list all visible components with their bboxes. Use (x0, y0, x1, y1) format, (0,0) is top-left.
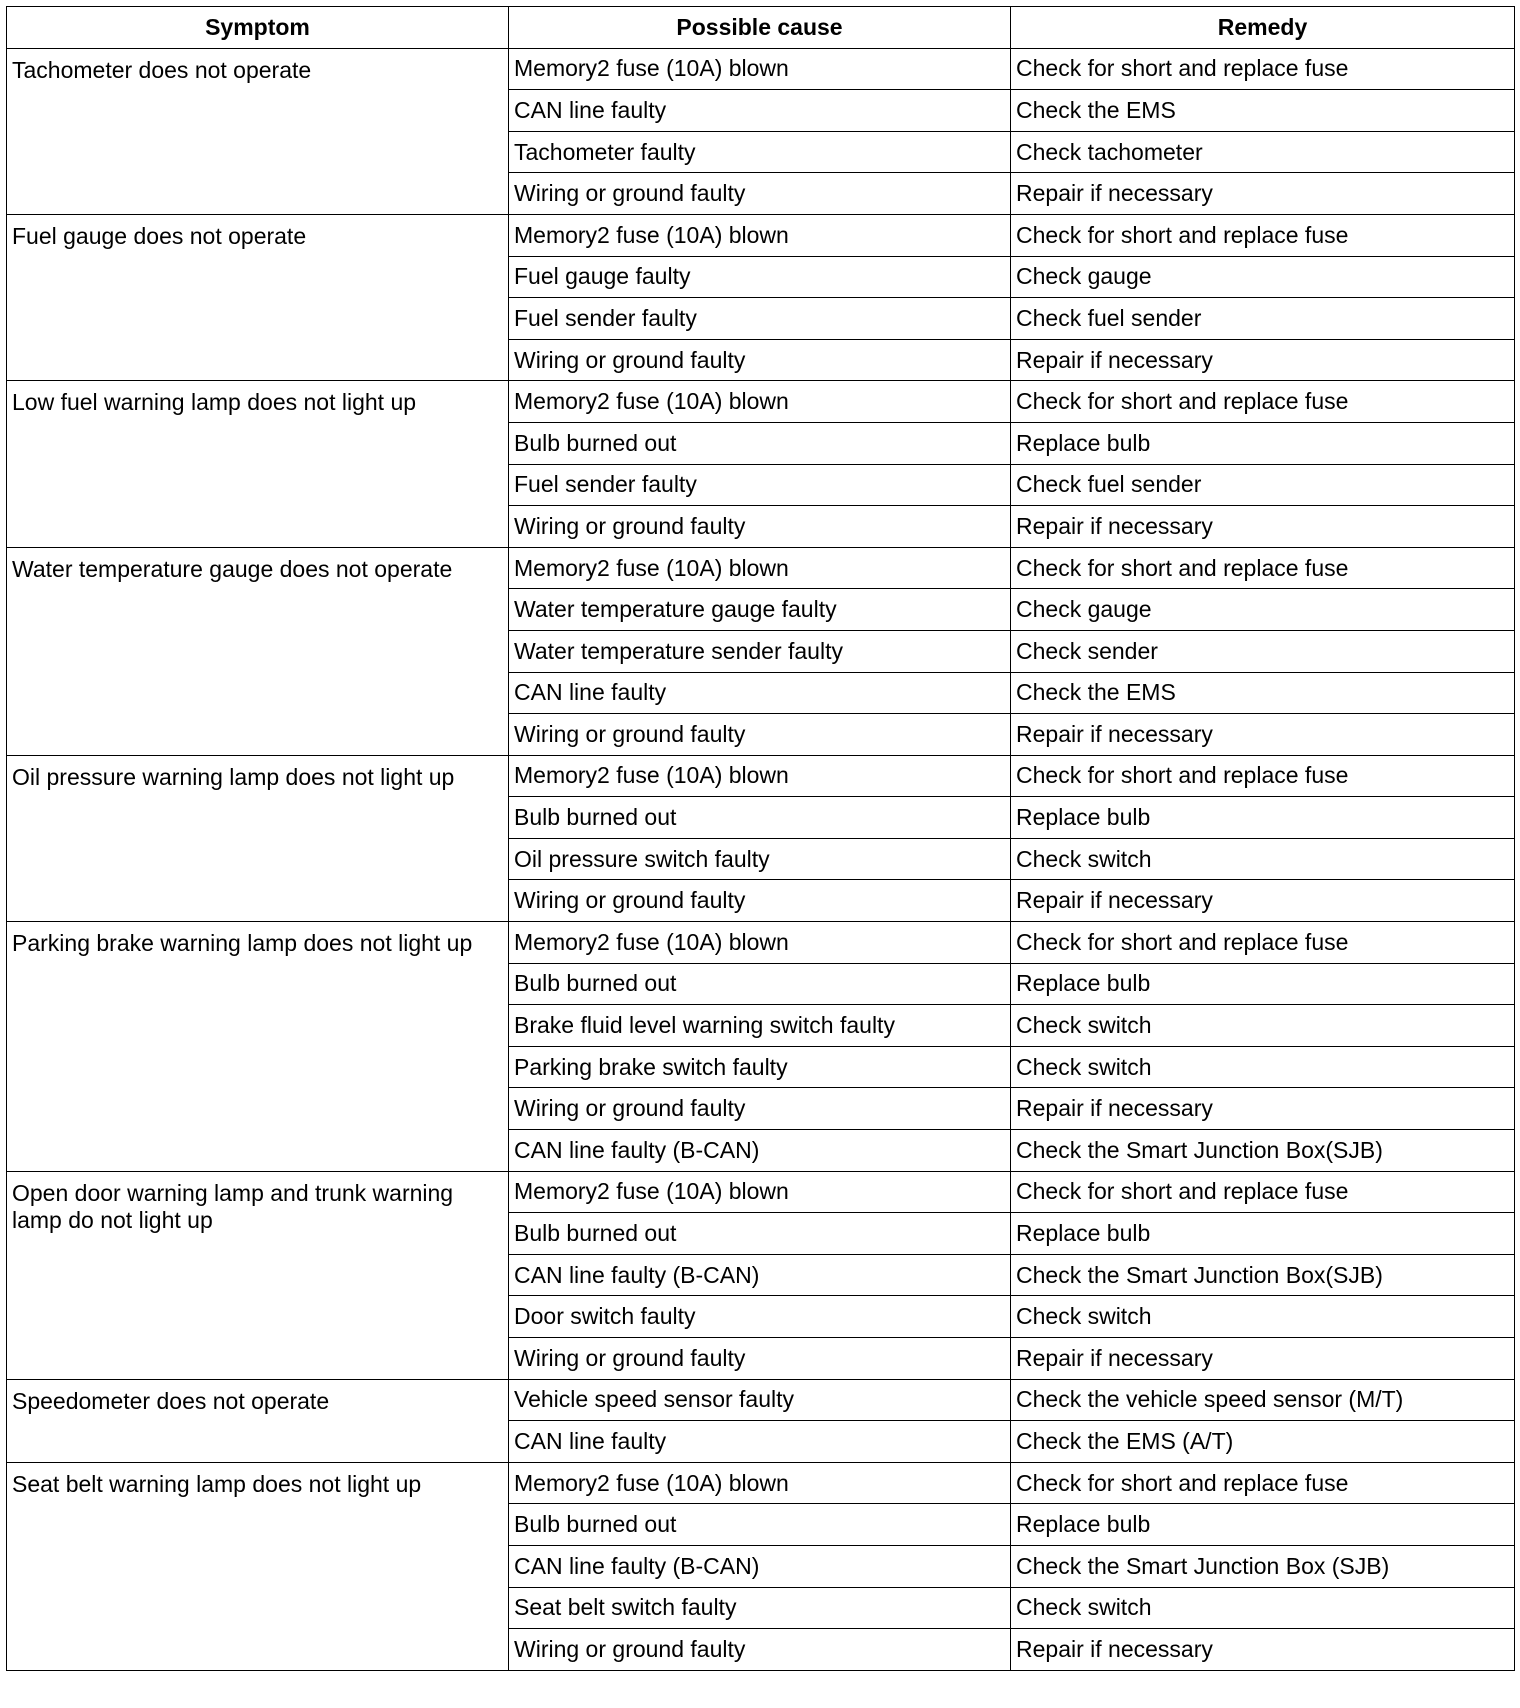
cause-cell: Memory2 fuse (10A) blown (509, 381, 1011, 423)
cause-cell: Tachometer faulty (509, 131, 1011, 173)
cause-cell: Wiring or ground faulty (509, 1338, 1011, 1380)
cause-cell: CAN line faulty (509, 1421, 1011, 1463)
table-row (7, 1171, 1515, 1213)
cause-cell: Memory2 fuse (10A) blown (509, 1171, 1011, 1213)
remedy-cell: Check the vehicle speed sensor (M/T) (1011, 1379, 1515, 1421)
remedy-cell: Replace bulb (1011, 1504, 1515, 1546)
remedy-cell: Check switch (1011, 1296, 1515, 1338)
troubleshooting-sheet (6, 6, 1515, 1671)
remedy-cell: Check gauge (1011, 589, 1515, 631)
remedy-cell: Check gauge (1011, 256, 1515, 298)
cause-cell: CAN line faulty (509, 90, 1011, 132)
table-body (7, 48, 1515, 1670)
troubleshooting-table (6, 6, 1515, 1671)
table-row (7, 48, 1515, 90)
remedy-cell: Replace bulb (1011, 963, 1515, 1005)
remedy-cell: Replace bulb (1011, 422, 1515, 464)
cause-cell: Fuel sender faulty (509, 298, 1011, 340)
remedy-cell: Check the Smart Junction Box(SJB) (1011, 1254, 1515, 1296)
cause-cell: Memory2 fuse (10A) blown (509, 547, 1011, 589)
remedy-cell: Check for short and replace fuse (1011, 381, 1515, 423)
symptom-cell: Oil pressure warning lamp does not light up (7, 755, 509, 921)
cause-cell: Wiring or ground faulty (509, 506, 1011, 548)
header-row (7, 7, 1515, 49)
remedy-cell: Check switch (1011, 1046, 1515, 1088)
table-row (7, 381, 1515, 423)
remedy-cell: Check for short and replace fuse (1011, 214, 1515, 256)
cause-cell: CAN line faulty (B-CAN) (509, 1130, 1011, 1172)
cause-cell: CAN line faulty (509, 672, 1011, 714)
cause-cell: Memory2 fuse (10A) blown (509, 214, 1011, 256)
cause-cell: Oil pressure switch faulty (509, 838, 1011, 880)
symptom-cell: Seat belt warning lamp does not light up (7, 1462, 509, 1670)
remedy-cell: Check switch (1011, 1587, 1515, 1629)
table-row (7, 547, 1515, 589)
table-row (7, 1462, 1515, 1504)
table-row (7, 1379, 1515, 1421)
cause-cell: Wiring or ground faulty (509, 880, 1011, 922)
cause-cell: Bulb burned out (509, 963, 1011, 1005)
remedy-cell: Repair if necessary (1011, 1088, 1515, 1130)
cause-cell: Seat belt switch faulty (509, 1587, 1011, 1629)
cause-cell: Fuel sender faulty (509, 464, 1011, 506)
cause-cell: Bulb burned out (509, 422, 1011, 464)
cause-cell: Door switch faulty (509, 1296, 1011, 1338)
remedy-cell: Check switch (1011, 1005, 1515, 1047)
cause-cell: Water temperature sender faulty (509, 630, 1011, 672)
table-row (7, 922, 1515, 964)
remedy-cell: Check switch (1011, 838, 1515, 880)
cause-cell: CAN line faulty (B-CAN) (509, 1545, 1011, 1587)
cause-cell: Wiring or ground faulty (509, 714, 1011, 756)
remedy-cell: Repair if necessary (1011, 506, 1515, 548)
symptom-cell: Fuel gauge does not operate (7, 214, 509, 380)
cause-cell: Wiring or ground faulty (509, 339, 1011, 381)
symptom-cell: Open door warning lamp and trunk warning lamp do not light up (7, 1171, 509, 1379)
remedy-cell: Repair if necessary (1011, 173, 1515, 215)
cause-cell: Memory2 fuse (10A) blown (509, 1462, 1011, 1504)
remedy-cell: Repair if necessary (1011, 1629, 1515, 1671)
cause-cell: CAN line faulty (B-CAN) (509, 1254, 1011, 1296)
cause-cell: Bulb burned out (509, 1504, 1011, 1546)
cause-cell: Bulb burned out (509, 1213, 1011, 1255)
symptom-cell: Low fuel warning lamp does not light up (7, 381, 509, 547)
cause-cell: Fuel gauge faulty (509, 256, 1011, 298)
cause-cell: Memory2 fuse (10A) blown (509, 922, 1011, 964)
cause-cell: Brake fluid level warning switch faulty (509, 1005, 1011, 1047)
remedy-cell: Check for short and replace fuse (1011, 1462, 1515, 1504)
remedy-cell: Repair if necessary (1011, 1338, 1515, 1380)
remedy-cell: Replace bulb (1011, 1213, 1515, 1255)
remedy-cell: Repair if necessary (1011, 714, 1515, 756)
remedy-cell: Repair if necessary (1011, 880, 1515, 922)
table-row (7, 214, 1515, 256)
remedy-cell: Check fuel sender (1011, 464, 1515, 506)
remedy-cell: Check for short and replace fuse (1011, 547, 1515, 589)
remedy-cell: Check for short and replace fuse (1011, 1171, 1515, 1213)
cause-cell: Parking brake switch faulty (509, 1046, 1011, 1088)
remedy-cell: Check sender (1011, 630, 1515, 672)
cause-cell: Memory2 fuse (10A) blown (509, 48, 1011, 90)
remedy-cell: Check tachometer (1011, 131, 1515, 173)
remedy-cell: Check for short and replace fuse (1011, 48, 1515, 90)
remedy-cell: Check the EMS (1011, 672, 1515, 714)
cause-cell: Bulb burned out (509, 797, 1011, 839)
remedy-cell: Check for short and replace fuse (1011, 755, 1515, 797)
header-symptom: Symptom (7, 7, 509, 49)
remedy-cell: Check the Smart Junction Box(SJB) (1011, 1130, 1515, 1172)
remedy-cell: Check for short and replace fuse (1011, 922, 1515, 964)
cause-cell: Water temperature gauge faulty (509, 589, 1011, 631)
symptom-cell: Parking brake warning lamp does not light up (7, 922, 509, 1172)
cause-cell: Memory2 fuse (10A) blown (509, 755, 1011, 797)
cause-cell: Wiring or ground faulty (509, 1629, 1011, 1671)
symptom-cell: Speedometer does not operate (7, 1379, 509, 1462)
remedy-cell: Check the Smart Junction Box (SJB) (1011, 1545, 1515, 1587)
header-remedy: Remedy (1011, 7, 1515, 49)
table-row (7, 755, 1515, 797)
remedy-cell: Repair if necessary (1011, 339, 1515, 381)
header-possible-cause: Possible cause (509, 7, 1011, 49)
remedy-cell: Check the EMS (1011, 90, 1515, 132)
symptom-cell: Water temperature gauge does not operate (7, 547, 509, 755)
remedy-cell: Check the EMS (A/T) (1011, 1421, 1515, 1463)
remedy-cell: Check fuel sender (1011, 298, 1515, 340)
symptom-cell: Tachometer does not operate (7, 48, 509, 214)
cause-cell: Vehicle speed sensor faulty (509, 1379, 1011, 1421)
cause-cell: Wiring or ground faulty (509, 173, 1011, 215)
remedy-cell: Replace bulb (1011, 797, 1515, 839)
cause-cell: Wiring or ground faulty (509, 1088, 1011, 1130)
